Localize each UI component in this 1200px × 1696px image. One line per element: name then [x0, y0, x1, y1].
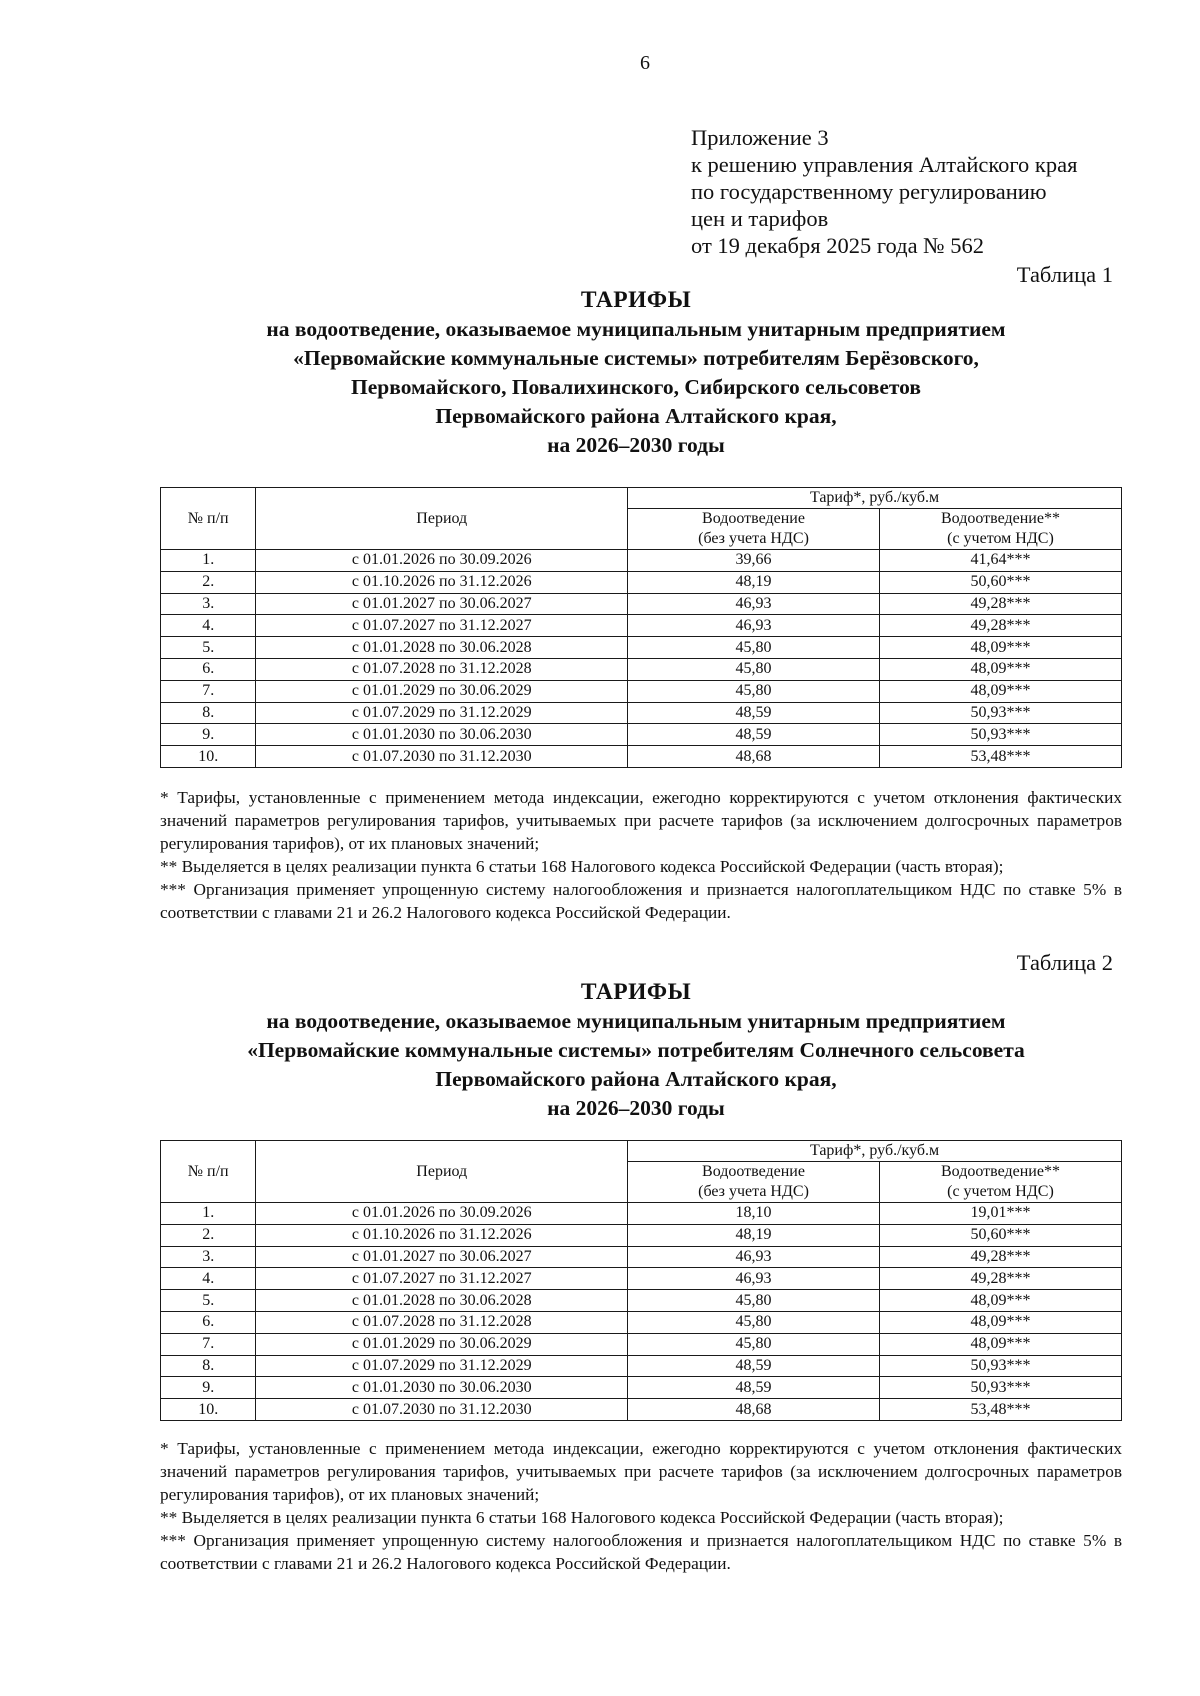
header-num: № п/п: [161, 1141, 256, 1203]
row-number: 7.: [161, 680, 256, 702]
row-tariff-without-vat: 46,93: [628, 615, 880, 637]
row-number: 10.: [161, 1399, 256, 1421]
header-without-vat-line2: (без учета НДС): [698, 1183, 809, 1200]
appendix-header: [691, 124, 1077, 259]
row-tariff-without-vat: 45,80: [628, 637, 880, 659]
table1-subtitle-line: на водоотведение, оказываемое муниципальным унитарным предприятием: [266, 317, 1006, 341]
row-tariff-without-vat: 48,68: [628, 1399, 880, 1421]
row-number: 7.: [161, 1333, 256, 1355]
row-number: 3.: [161, 593, 256, 615]
row-tariff-with-vat: 50,93***: [879, 724, 1121, 746]
appendix-line: к решению управления Алтайского края: [691, 152, 1078, 177]
table2-body: [161, 1203, 1122, 1421]
row-number: 9.: [161, 1377, 256, 1399]
row-tariff-with-vat: 48,09***: [879, 637, 1121, 659]
row-tariff-with-vat: 53,48***: [879, 1399, 1121, 1421]
table-row: [161, 724, 1122, 746]
table1-title: ТАРИФЫ: [580, 287, 692, 313]
table-row: [161, 1311, 1122, 1333]
row-tariff-without-vat: 45,80: [628, 1333, 880, 1355]
row-period: с 01.07.2029 по 31.12.2029: [256, 1355, 628, 1377]
row-period: с 01.10.2026 по 31.12.2026: [256, 1224, 628, 1246]
table-row: [161, 1268, 1122, 1290]
table1-subtitle-line: Первомайского района Алтайского края,: [435, 404, 837, 428]
table2-title-block: [150, 978, 1122, 1123]
row-number: 6.: [161, 1311, 256, 1333]
header-without-vat-line2: (без учета НДС): [698, 530, 809, 547]
row-period: с 01.07.2027 по 31.12.2027: [256, 615, 628, 637]
table-row: [161, 1399, 1122, 1421]
row-tariff-without-vat: 48,59: [628, 1355, 880, 1377]
header-tariff: Тариф*, руб./куб.м: [628, 1141, 1122, 1162]
row-tariff-with-vat: 50,93***: [879, 1377, 1121, 1399]
header-without-vat-line1: Водоотведение: [702, 510, 805, 527]
footnote: * Тарифы, установленные с применением метода индексации, ежегодно корректируются с учетом отклонения фактических значений параметров регулирования тарифов, учитываемых при расчете тарифов (за исключением долгосрочных параметров регулирования тарифов), от их плановых значений;: [160, 1439, 1122, 1504]
row-tariff-without-vat: 45,80: [628, 658, 880, 680]
table1-body: [161, 550, 1122, 768]
row-tariff-without-vat: 48,19: [628, 571, 880, 593]
row-tariff-without-vat: 48,19: [628, 1224, 880, 1246]
row-tariff-without-vat: 39,66: [628, 550, 880, 572]
row-tariff-without-vat: 46,93: [628, 1268, 880, 1290]
row-number: 1.: [161, 550, 256, 572]
row-period: с 01.07.2030 по 31.12.2030: [256, 1399, 628, 1421]
header-tariff: Тариф*, руб./куб.м: [628, 488, 1122, 509]
row-period: с 01.01.2030 по 30.06.2030: [256, 724, 628, 746]
row-number: 4.: [161, 1268, 256, 1290]
header-with-vat: [879, 1162, 1121, 1203]
table2-subtitle-line: Первомайского района Алтайского края,: [435, 1067, 837, 1091]
row-tariff-with-vat: 49,28***: [879, 593, 1121, 615]
row-period: с 01.01.2026 по 30.09.2026: [256, 1203, 628, 1225]
footnote: ** Выделяется в целях реализации пункта 6 статьи 168 Налогового кодекса Российской Федерации (часть вторая);: [160, 1508, 1004, 1527]
row-period: с 01.07.2028 по 31.12.2028: [256, 1311, 628, 1333]
row-tariff-without-vat: 45,80: [628, 1311, 880, 1333]
table-row: [161, 637, 1122, 659]
row-number: 1.: [161, 1203, 256, 1225]
table-row: [161, 615, 1122, 637]
header-with-vat: [879, 509, 1121, 550]
row-period: с 01.01.2030 по 30.06.2030: [256, 1377, 628, 1399]
row-tariff-with-vat: 48,09***: [879, 680, 1121, 702]
row-number: 5.: [161, 1290, 256, 1312]
row-tariff-with-vat: 49,28***: [879, 1268, 1121, 1290]
header-with-vat-line1: Водоотведение**: [940, 1163, 1060, 1180]
header-period: Период: [256, 1141, 628, 1203]
footnote: *** Организация применяет упрощенную систему налогообложения и признается налогоплательщиком НДС по ставке 5% в соответствии с главами 21 и 26.2 Налогового кодекса Российской Федерации.: [160, 1531, 1122, 1573]
table2-subtitle-line: «Первомайские коммунальные системы» потребителям Солнечного сельсовета: [247, 1038, 1025, 1062]
footnote: *** Организация применяет упрощенную систему налогообложения и признается налогоплательщиком НДС по ставке 5% в соответствии с главами 21 и 26.2 Налогового кодекса Российской Федерации.: [160, 880, 1122, 922]
page-number: 6: [640, 52, 650, 74]
row-tariff-without-vat: 48,59: [628, 724, 880, 746]
row-tariff-with-vat: 50,60***: [879, 571, 1121, 593]
row-tariff-without-vat: 48,68: [628, 746, 880, 768]
table1-footnotes: [160, 786, 1122, 924]
table2: [160, 1140, 1122, 1421]
row-number: 2.: [161, 571, 256, 593]
row-tariff-without-vat: 18,10: [628, 1203, 880, 1225]
table-row: [161, 702, 1122, 724]
table-row: [161, 571, 1122, 593]
row-tariff-with-vat: 50,60***: [879, 1224, 1121, 1246]
table1-title-block: [150, 286, 1122, 460]
header-without-vat: [628, 1162, 880, 1203]
appendix-line: от 19 декабря 2025 года № 562: [691, 233, 985, 258]
row-tariff-with-vat: 53,48***: [879, 746, 1121, 768]
row-tariff-with-vat: 41,64***: [879, 550, 1121, 572]
row-tariff-with-vat: 50,93***: [879, 1355, 1121, 1377]
table-row: [161, 1377, 1122, 1399]
footnote: ** Выделяется в целях реализации пункта 6 статьи 168 Налогового кодекса Российской Федерации (часть вторая);: [160, 857, 1004, 876]
row-period: с 01.01.2029 по 30.06.2029: [256, 680, 628, 702]
table-row: [161, 1224, 1122, 1246]
table1-subtitle-line: на 2026–2030 годы: [547, 433, 725, 457]
row-tariff-with-vat: 48,09***: [879, 1311, 1121, 1333]
table-row: [161, 1246, 1122, 1268]
table-row: [161, 1290, 1122, 1312]
row-tariff-with-vat: 49,28***: [879, 615, 1121, 637]
row-period: с 01.01.2027 по 30.06.2027: [256, 1246, 628, 1268]
row-number: 10.: [161, 746, 256, 768]
row-period: с 01.01.2028 по 30.06.2028: [256, 637, 628, 659]
row-tariff-without-vat: 48,59: [628, 1377, 880, 1399]
row-number: 6.: [161, 658, 256, 680]
row-number: 2.: [161, 1224, 256, 1246]
row-period: с 01.07.2029 по 31.12.2029: [256, 702, 628, 724]
row-tariff-with-vat: 50,93***: [879, 702, 1121, 724]
header-with-vat-line2: (с учетом НДС): [947, 530, 1054, 547]
row-number: 4.: [161, 615, 256, 637]
row-period: с 01.01.2029 по 30.06.2029: [256, 1333, 628, 1355]
table2-title: ТАРИФЫ: [580, 979, 692, 1005]
row-tariff-with-vat: 48,09***: [879, 1290, 1121, 1312]
table2-subtitle-line: на 2026–2030 годы: [547, 1096, 725, 1120]
row-tariff-without-vat: 46,93: [628, 593, 880, 615]
table-row: [161, 680, 1122, 702]
row-tariff-without-vat: 45,80: [628, 680, 880, 702]
row-tariff-without-vat: 45,80: [628, 1290, 880, 1312]
header-with-vat-line1: Водоотведение**: [940, 510, 1060, 527]
table2-footnotes: [160, 1437, 1122, 1575]
row-period: с 01.01.2026 по 30.09.2026: [256, 550, 628, 572]
table-row: [161, 746, 1122, 768]
table-row: [161, 658, 1122, 680]
row-period: с 01.07.2028 по 31.12.2028: [256, 658, 628, 680]
row-tariff-without-vat: 48,59: [628, 702, 880, 724]
row-tariff-with-vat: 49,28***: [879, 1246, 1121, 1268]
table2-subtitle-line: на водоотведение, оказываемое муниципальным унитарным предприятием: [266, 1009, 1006, 1033]
row-period: с 01.01.2027 по 30.06.2027: [256, 593, 628, 615]
table-row: [161, 1355, 1122, 1377]
row-tariff-with-vat: 48,09***: [879, 658, 1121, 680]
table1-label: Таблица 1: [1016, 262, 1113, 287]
row-number: 8.: [161, 702, 256, 724]
row-number: 5.: [161, 637, 256, 659]
appendix-line: Приложение 3: [691, 125, 829, 150]
row-period: с 01.07.2030 по 31.12.2030: [256, 746, 628, 768]
appendix-line: цен и тарифов: [691, 206, 829, 231]
header-with-vat-line2: (с учетом НДС): [947, 1183, 1054, 1200]
row-tariff-with-vat: 48,09***: [879, 1333, 1121, 1355]
header-period: Период: [256, 488, 628, 550]
table-row: [161, 593, 1122, 615]
table1: [160, 487, 1122, 768]
footnote: * Тарифы, установленные с применением метода индексации, ежегодно корректируются с учетом отклонения фактических значений параметров регулирования тарифов, учитываемых при расчете тарифов (за исключением долгосрочных параметров регулирования тарифов), от их плановых значений;: [160, 788, 1122, 853]
header-without-vat: [628, 509, 880, 550]
table2-label: Таблица 2: [1016, 950, 1113, 975]
row-number: 9.: [161, 724, 256, 746]
table1-subtitle-line: Первомайского, Повалихинского, Сибирского сельсоветов: [351, 375, 921, 399]
row-tariff-with-vat: 19,01***: [879, 1203, 1121, 1225]
row-number: 3.: [161, 1246, 256, 1268]
row-period: с 01.01.2028 по 30.06.2028: [256, 1290, 628, 1312]
row-number: 8.: [161, 1355, 256, 1377]
header-without-vat-line1: Водоотведение: [702, 1163, 805, 1180]
row-tariff-without-vat: 46,93: [628, 1246, 880, 1268]
table-row: [161, 550, 1122, 572]
table-row: [161, 1333, 1122, 1355]
header-num: № п/п: [161, 488, 256, 550]
row-period: с 01.07.2027 по 31.12.2027: [256, 1268, 628, 1290]
appendix-line: по государственному регулированию: [691, 179, 1047, 204]
table1-subtitle-line: «Первомайские коммунальные системы» потребителям Берёзовского,: [293, 346, 979, 370]
row-period: с 01.10.2026 по 31.12.2026: [256, 571, 628, 593]
table-row: [161, 1203, 1122, 1225]
